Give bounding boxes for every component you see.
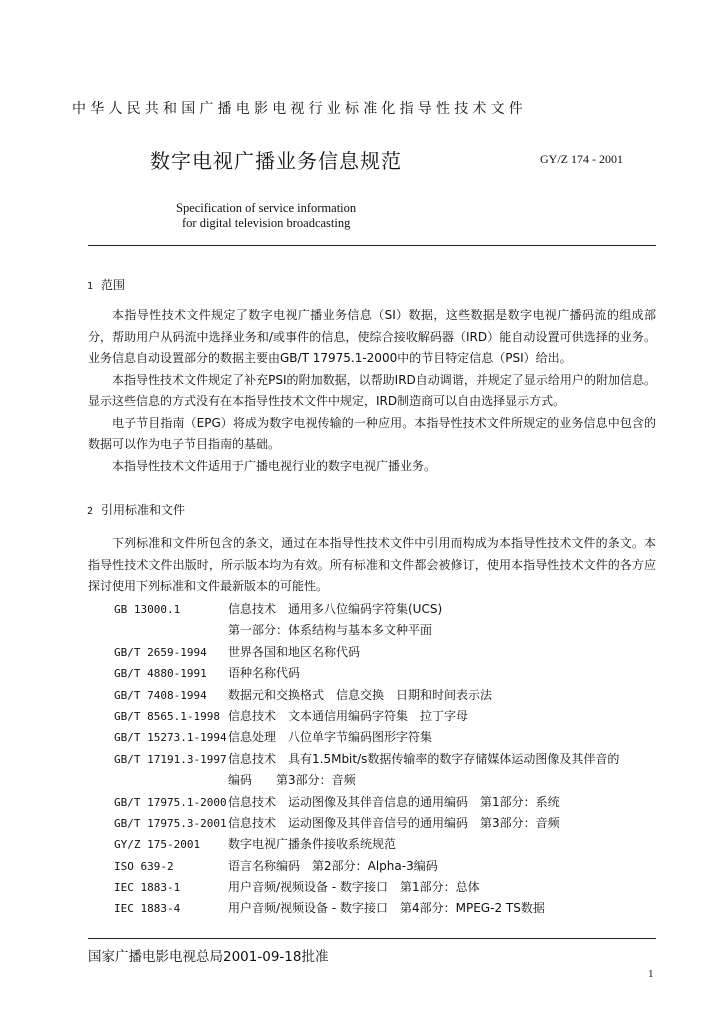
section-number: 1: [87, 281, 94, 292]
english-title: [176, 201, 356, 231]
reference-code: GB/T 8565.1-1998: [114, 709, 220, 723]
reference-code: ISO 639-2: [114, 859, 174, 873]
reference-row: [114, 749, 619, 770]
reference-code: IEC 1883-1: [114, 881, 181, 895]
reference-row: [114, 685, 619, 706]
page-number: 1: [648, 968, 654, 980]
reference-code: GB/T 17191.3-1997: [114, 752, 227, 766]
reference-row: [114, 792, 619, 813]
reference-title: 世界各国和地区名称代码: [228, 644, 361, 659]
reference-code: [114, 770, 228, 791]
reference-title: 编码 第3部分：音频: [228, 773, 356, 788]
english-title-line: for digital television broadcasting: [182, 216, 351, 230]
approval-line: 国家广播电影电视总局2001-09-18批准: [88, 949, 329, 965]
reference-list: [114, 599, 619, 920]
scope-body: [88, 305, 656, 477]
reference-row: [114, 620, 619, 641]
section-heading-scope: [87, 276, 125, 293]
reference-row: [114, 877, 619, 898]
reference-title: 信息处理 八位单字节编码图形字符集: [228, 730, 433, 745]
paragraph: 本指导性技术文件规定了补充PSI的附加数据，以帮助IRD自动调谐，并规定了显示给用户的附加信息。显示这些信息的方式没有在本指导性技术文件中规定，IRD制造商可以自由选择显示方式。: [88, 372, 656, 408]
reference-title: 用户音频/视频设备 - 数字接口 第4部分：MPEG-2 TS数据: [228, 901, 545, 916]
reference-row: [114, 663, 619, 684]
english-title-line: Specification of service information: [176, 201, 357, 215]
paragraph: 本指导性技术文件适用于广播电视行业的数字电视广播业务。: [112, 458, 437, 473]
reference-code: GB/T 15273.1-1994: [114, 731, 227, 745]
reference-row: [114, 599, 619, 620]
reference-title: 信息技术 具有1.5Mbit/s数据传输率的数字存储媒体运动图像及其伴音的: [228, 751, 620, 766]
section-title: 引用标准和文件: [101, 503, 186, 517]
document-title: 数字电视广播业务信息规范: [150, 149, 402, 173]
standard-number: GY/Z 174 - 2001: [540, 152, 623, 166]
reference-code: GB/T 2659-1994: [114, 645, 207, 659]
reference-row: [114, 642, 619, 663]
reference-code: GB/T 17975.3-2001: [114, 816, 227, 830]
reference-code: GB/T 7408-1994: [114, 688, 207, 702]
reference-row: [114, 727, 619, 748]
reference-code: GB/T 4880-1991: [114, 667, 207, 681]
reference-title: 信息技术 运动图像及其伴音信息的通用编码 第1部分：系统: [228, 794, 560, 809]
reference-row: [114, 813, 619, 834]
reference-title: 信息技术 运动图像及其伴音信号的通用编码 第3部分：音频: [228, 815, 560, 830]
paragraph: 电子节目指南（EPG）将成为数字电视传输的一种应用。本指导性技术文件所规定的业务信息中包含的数据可以作为电子节目指南的基础。: [88, 415, 656, 451]
reference-title: 数据元和交换格式 信息交换 日期和时间表示法: [228, 687, 493, 702]
reference-title: 数字电视广播条件接收系统规范: [228, 837, 397, 852]
reference-code: GY/Z 175-2001: [114, 838, 201, 852]
section-heading-references: [87, 501, 185, 518]
paragraph: 本指导性技术文件规定了数字电视广播业务信息（SI）数据，这些数据是数字电视广播码流的组成部分，帮助用户从码流中选择业务和/或事件的信息，使综合接收解码器（IRD）能自动设置可供选择的业务。业务信息自动设置部分的数据主要由GB/T 17975.1-2000中的节目特定信息（PSI）给出。: [88, 308, 656, 365]
reference-title: 信息技术 文本通信用编码字符集 拉丁字母: [228, 708, 469, 723]
document-series-header: 中华人民共和国广播电影电视行业标准化指导性技术文件: [72, 101, 527, 117]
paragraph: 下列标准和文件所包含的条文，通过在本指导性技术文件中引用而构成为本指导性技术文件的条文。本指导性技术文件出版时，所示版本均为有效。所有标准和文件都会被修订，使用本指导性技术文件的各方应探讨使用下列标准和文件最新版本的可能性。: [88, 536, 656, 593]
reference-code: [114, 620, 228, 641]
footer-divider: [88, 938, 656, 939]
reference-row: [114, 706, 619, 727]
reference-code: IEC 1883-4: [114, 902, 181, 916]
reference-title: 语种名称代码: [228, 666, 301, 681]
section-number: 2: [87, 506, 94, 517]
title-divider: [88, 245, 656, 246]
reference-code: GB/T 17975.1-2000: [114, 795, 227, 809]
reference-row: [114, 856, 619, 877]
reference-title: 用户音频/视频设备 - 数字接口 第1部分：总体: [228, 880, 480, 895]
references-intro: [88, 533, 656, 598]
reference-row: [114, 834, 619, 855]
reference-title: 信息技术 通用多八位编码字符集(UCS): [228, 602, 443, 616]
reference-row: [114, 898, 619, 919]
reference-title: 第一部分：体系结构与基本多文种平面: [228, 623, 433, 638]
reference-code: GB 13000.1: [114, 603, 181, 616]
section-title: 范围: [101, 278, 126, 292]
reference-title: 语言名称编码 第2部分：Alpha-3编码: [228, 858, 438, 873]
reference-row: [114, 770, 619, 791]
